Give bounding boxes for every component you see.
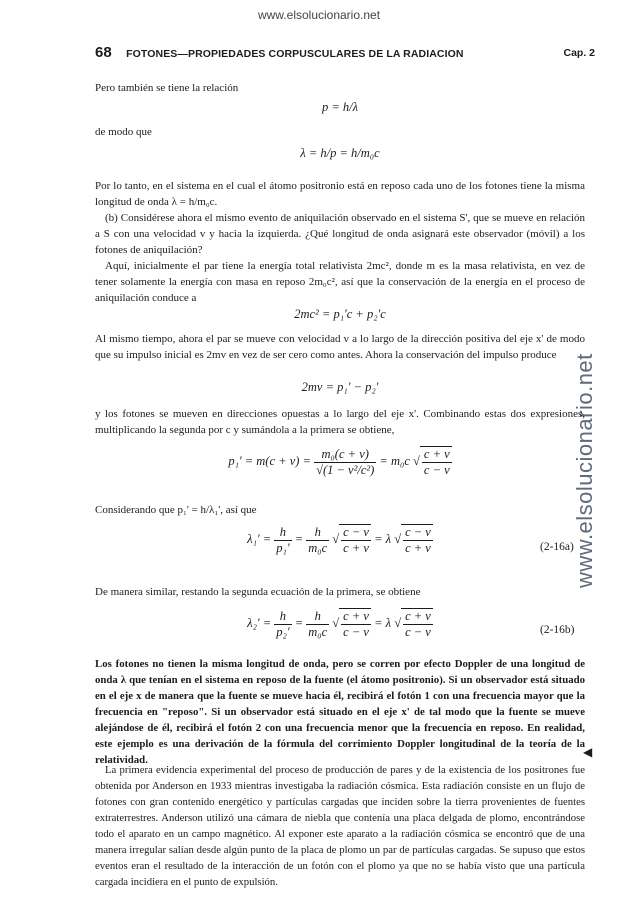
equation-lambda: λ = h/p = h/m₀c <box>300 146 380 160</box>
eq6-f1-den: p₁' <box>276 540 290 555</box>
eq6-f1-num: h <box>274 525 291 541</box>
eq5-root-num: c + v <box>423 447 450 461</box>
eq7-mid: = λ <box>374 615 392 630</box>
eq7-f1-num: h <box>274 609 291 625</box>
paragraph-por-lo-tanto: Por lo tanto, en el sistema en el cual el átomo positronio está en reposo cada uno de los fotones tiene la misma longitud de onda λ = h/m₀c. <box>95 180 585 208</box>
eq5-lhs: p₁' = m(c + v) = <box>228 453 311 468</box>
side-watermark: www.elsolucionario.net <box>572 353 597 588</box>
paragraph-combinando: y los fotones se mueven en direcciones opuestas a lo largo del eje x'. Combinando estas dos expresiones, multiplicando la segunda por c y sumándola a la primera se obtiene, <box>95 408 585 436</box>
page-number: 68 <box>95 44 112 61</box>
eq5-num: m₀(c + v) <box>314 447 376 463</box>
equation-p: p = h/λ <box>321 100 359 114</box>
eq7-r2-den: c − v <box>405 625 431 639</box>
eq7-r1-den: c − v <box>343 625 369 639</box>
eq7-f2-den: m₀c <box>308 624 328 639</box>
equation-2-16b: λ₂' = $\frac{h}{\text{p₂'}}$ = $\frac{h}{\text{m₀c}}$ √ $\frac{c + v}{c - v}$ = λ √ $\frac{c + v}{c - v}$ <box>247 608 431 639</box>
eq6-r1-den: c + v <box>343 541 369 555</box>
paragraph-considerando: Considerando que p₁' = h/λ₁', así que <box>95 504 257 516</box>
eq6-f2-den: m₀c <box>308 540 328 555</box>
equation-2-16a: λ₁' = $\frac{h}{\text{p₁'}}$ = $\frac{h}{\text{m₀c}}$ √ $\frac{c - v}{c + v}$ = λ √ $\frac{c - v}{c + v}$ <box>247 524 431 555</box>
eq6-r1-num: c − v <box>343 525 369 539</box>
equation-momentum: 2mv = p₁' − p₂' <box>301 380 379 394</box>
eq7-lhs: λ₂' = <box>247 615 272 630</box>
paragraph-energia: Aquí, inicialmente el par tiene la energía total relativista 2mc², donde m es la masa relativista, en vez de tener solamente la energía con masa en reposo 2m₀c², así que la conservación de la energía en el proceso de aniquilación conduce a <box>95 260 585 304</box>
eq7-f2-num: h <box>306 609 329 625</box>
eq6-r2-den: c + v <box>405 541 431 555</box>
end-of-example-marker: ◀ <box>583 745 593 759</box>
paragraph-b: (b) Considérese ahora el mismo evento de aniquilación observado en el sistema S', que se mueve en relación a S con una velocidad v y hacia la izquierda. ¿Qué longitud de onda asignará este observador (móvil) a los fotones de aniquilación? <box>95 212 585 256</box>
eq5-fraction <box>314 447 376 478</box>
eq7-r2-num: c + v <box>405 609 431 623</box>
eq6-f2-num: h <box>306 525 329 541</box>
equation-p1: p₁' = m(c + v) = $\frac{\text{m₀(c + v)}}{\text{√(1 − v²/c²)}}$ = m₀c √ $\frac{c + v}{c - v}$ <box>228 446 450 477</box>
equation-number-2-16a: (2-16a) <box>540 541 574 553</box>
eq5-den: √(1 − v²/c²) <box>316 462 375 477</box>
eq5-root <box>420 446 452 478</box>
paragraph-de-modo: de modo que <box>95 126 152 138</box>
eq7-r1-num: c + v <box>343 609 369 623</box>
page-header <box>95 44 595 62</box>
paragraph-doppler: Los fotones no tienen la misma longitud de onda, pero se corren por efecto Doppler de una longitud de onda λ que tenían en el sistema en reposo de la fuente (el átomo positronio). Si un observador está situado en el eje x de manera que la fuente se mueve hacia él, recibirá el fotón 1 con una frecuencia mayor que la frecuencia en "reposo". Si un observador está situado en el eje x' de tal modo que la fuente se mueve alejándose de él, recibirá el fotón 2 con una frecuencia menor que la frecuencia en reposo. En realidad, este ejemplo es una derivación de la fórmula del corrimiento Doppler longitudinal de la teoría de la relatividad. <box>95 658 585 766</box>
paragraph-de-manera: De manera similar, restando la segunda ecuación de la primera, se obtiene <box>95 586 421 598</box>
eq5-mid: = m₀c <box>379 453 410 468</box>
eq6-mid: = λ <box>374 531 392 546</box>
paragraph-anderson: La primera evidencia experimental del proceso de producción de pares y de la existencia de los positrones fue obtenida por Anderson en 1933 mientras investigaba la radiación cósmica. Esta radiación consiste en un flujo de fotones con gran contenido energético y partículas cargadas que inciden sobre la tierra provenientes de fuentes extraterrestres. Anderson utilizó una cámara de niebla que contenía una placa delgada de plomo, encontrándose todo el aparato en un campo magnético. Al exponer este aparato a la radiación cósmica se encontró que de una manera irregular salían desde algún punto de la placa de plomo un par de partículas cargadas. Se supuso que estos eventos eran el resultado de la interacción de un fotón con el plomo ya que no se había visto que una partícula cargada incidiera en el punto de expulsión. <box>95 764 585 888</box>
paragraph-impulso: Al mismo tiempo, ahora el par se mueve con velocidad v a lo largo de la dirección positiva del eje x' de modo que su impulso inicial es 2mv en vez de ser cero como antes. Ahora la conservación del impulso produce <box>95 333 585 361</box>
eq6-lhs: λ₁' = <box>247 531 272 546</box>
eq5-root-den: c − v <box>423 463 450 477</box>
watermark-url: www.elsolucionario.net <box>257 8 381 22</box>
equation-number-2-16b: (2-16b) <box>540 624 575 636</box>
eq7-f1-den: p₂' <box>276 624 290 639</box>
running-title: FOTONES—PROPIEDADES CORPUSCULARES DE LA RADIACION <box>126 48 464 60</box>
equation-energy: 2mc² = p₁'c + p₂'c <box>294 307 386 321</box>
paragraph-relation: Pero también se tiene la relación <box>95 82 239 94</box>
eq6-r2-num: c − v <box>405 525 431 539</box>
chapter-label: Cap. 2 <box>563 47 595 59</box>
